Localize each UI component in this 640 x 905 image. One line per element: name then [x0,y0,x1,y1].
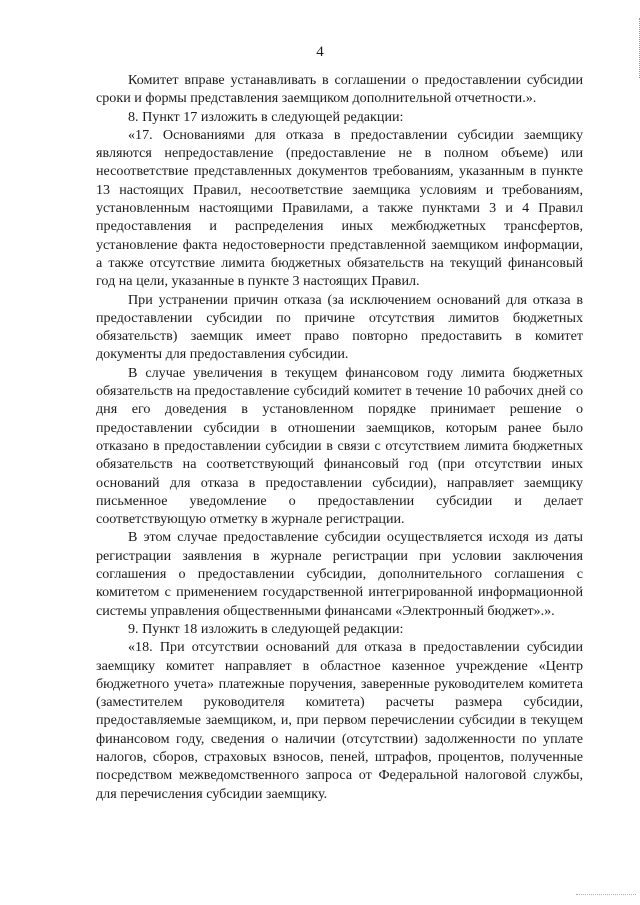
paragraph-item-9-heading: 9. Пункт 18 изложить в следующей редакции: [128,620,404,637]
paragraph-reporting-terms: Комитет вправе устанавливать в соглашении о предоставлении субсидии сроки и формы представления заемщиком дополнительной отчетности.». [96,72,583,107]
document-body [96,71,583,803]
page-number: 4 [316,44,324,60]
paragraph-refusal-remedy: При устранении причин отказа (за исключением оснований для отказа в предоставлении субсидии по причине отсутствия лимитов бюджетных обязательств) заемщик имеет право повторно предоставить в комитет документы для предоставления субсидии. [96,291,583,363]
paragraph-item-8-heading: 8. Пункт 17 изложить в следующей редакции: [128,108,404,125]
paragraph-item-17-grounds: «17. Основаниями для отказа в предоставлении субсидии заемщику являются непредоставление (предоставление не в полном объеме) или несоответствие представленных документов требованиям, указанным в пункте 13 настоящих Правил, несоответствие заемщика условиям и требованиям, установленным настоящими Правилами, а также пунктами 3 и 4 Правил предоставления и распределения иных межбюджетных трансфертов, установление факта недостоверности представленной заемщиком информации, а также отсутствие лимита бюджетных обязательств на текущий финансовый год на цели, указанные в пункте 3 настоящих Правил. [96,126,583,290]
paragraph-item-18-transfer: «18. При отсутствии оснований для отказа в предоставлении субсидии заемщику комитет направляет в областное казенное учреждение «Центр бюджетного учета» платежные поручения, заверенные руководителем комитета (заместителем руководителя комитета) расчеты размера субсидии, предоставляемые заемщиком, и, при первом перечислении субсидии в текущем финансовом году, сведения о наличии (отсутствии) задолженности по уплате налогов, сборов, страховых взносов, пеней, штрафов, процентов, полученные посредством межведомственного запроса от Федеральной налоговой службы, для перечисления субсидии заемщику. [96,639,583,802]
paragraph-limit-increase: В случае увеличения в текущем финансовом году лимита бюджетных обязательств на предоставление субсидий комитет в течение 10 рабочих дней со дня его доведения в установленном порядке принимает решение о предоставлении субсидии в отношении заемщиков, которым ранее было отказано в предоставлении субсидии в связи с отсутствием лимита бюджетных обязательств на соответствующий финансовый год (при отсутствии иных оснований для отказа в предоставлении субсидии), направляет заемщику письменное уведомление о предоставлении субсидии и делает соответствующую отметку в журнале регистрации. [96,364,583,528]
scan-bottom-mark [576,893,636,895]
paragraph-registration-order: В этом случае предоставление субсидии осуществляется исходя из даты регистрации заявления в журнале регистрации при условии заключения соглашения о предоставлении субсидии, дополнительного соглашения с комитетом с применением государственной интегрированной информационной системы управления общественными финансами «Электронный бюджет».». [96,529,583,619]
